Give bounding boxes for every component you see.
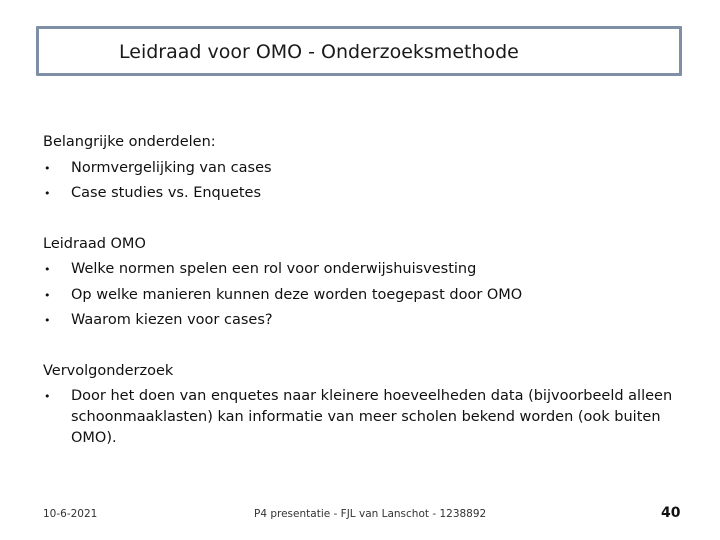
bullet-text: Welke normen spelen een rol voor onderwijshuisvesting bbox=[71, 261, 477, 277]
section-vervolgonderzoek bbox=[43, 359, 688, 450]
bullet-item bbox=[43, 384, 688, 449]
bullet-icon: • bbox=[44, 288, 51, 302]
bullet-text: Op welke manieren kunnen deze worden toegepast door OMO bbox=[71, 286, 523, 303]
bullet-icon: • bbox=[44, 390, 51, 403]
section-leidraad-omo bbox=[43, 232, 688, 334]
bullet-item bbox=[43, 181, 688, 207]
bullet-text: Case studies vs. Enquetes bbox=[71, 185, 262, 201]
slide-title: Leidraad voor OMO - Onderzoeksmethode bbox=[119, 41, 519, 63]
slide-content bbox=[43, 130, 688, 474]
section-belangrijke-onderdelen bbox=[43, 130, 688, 207]
bullet-item bbox=[43, 257, 688, 283]
section-heading: Leidraad OMO bbox=[43, 235, 146, 252]
bullet-icon: • bbox=[44, 314, 51, 327]
section-heading: Vervolgonderzoek bbox=[43, 362, 174, 379]
bullet-item bbox=[43, 156, 688, 182]
bullet-item bbox=[43, 283, 688, 309]
bullet-icon: • bbox=[44, 161, 51, 175]
title-box bbox=[36, 26, 682, 76]
bullet-item bbox=[43, 308, 688, 334]
page-number: 40 bbox=[661, 505, 681, 521]
bullet-icon: • bbox=[44, 263, 51, 276]
bullet-text: Door het doen van enquetes naar kleinere hoeveelheden data (bijvoorbeeld alleen schoonmaaklasten) kan informatie van meer scholen bekend worden (ook buiten OMO). bbox=[71, 388, 673, 446]
section-heading: Belangrijke onderdelen: bbox=[43, 134, 216, 150]
bullet-text: Waarom kiezen voor cases? bbox=[71, 312, 273, 328]
footer-text: P4 presentatie - FJL van Lanschot - 1238892 bbox=[254, 508, 487, 520]
bullet-text: Normvergelijking van cases bbox=[71, 159, 272, 176]
bullet-icon: • bbox=[44, 187, 51, 200]
footer-date: 10-6-2021 bbox=[43, 508, 98, 520]
